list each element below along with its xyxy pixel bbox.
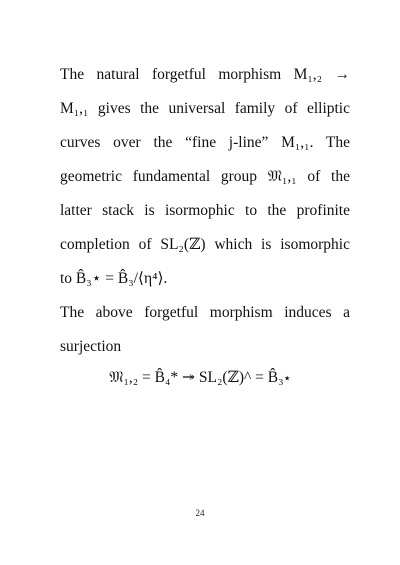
page-number: 24 [195, 508, 205, 518]
paragraph-1-line: M₁,₁ gives the universal family of elliptic [60, 100, 350, 117]
paragraph-1-line: to B̂₃⋆ = B̂₃/⟨η⁴⟩. [60, 270, 168, 287]
paragraph-1-line: latter stack is isormophic to the profinite [60, 202, 350, 219]
paragraph-1-line: geometric fundamental group 𝔐₁,₁ of the [60, 168, 350, 185]
paragraph-1-line: curves over the “fine j-line” M₁,₁. The [60, 134, 350, 151]
paragraph-1-line: The natural forgetful morphism M₁,₂ → [60, 66, 350, 83]
body-text [60, 58, 350, 364]
display-equation: 𝔐₁,₂ = B̂₄* ↠ SL₂(ℤ)^ = B̂₃⋆ [109, 369, 291, 386]
paragraph-2-line: surjection [60, 338, 122, 355]
paragraph-2-line: The above forgetful morphism induces a [60, 304, 350, 321]
paragraph-1-line: completion of SL₂(ℤ) which is isomorphic [60, 236, 350, 253]
